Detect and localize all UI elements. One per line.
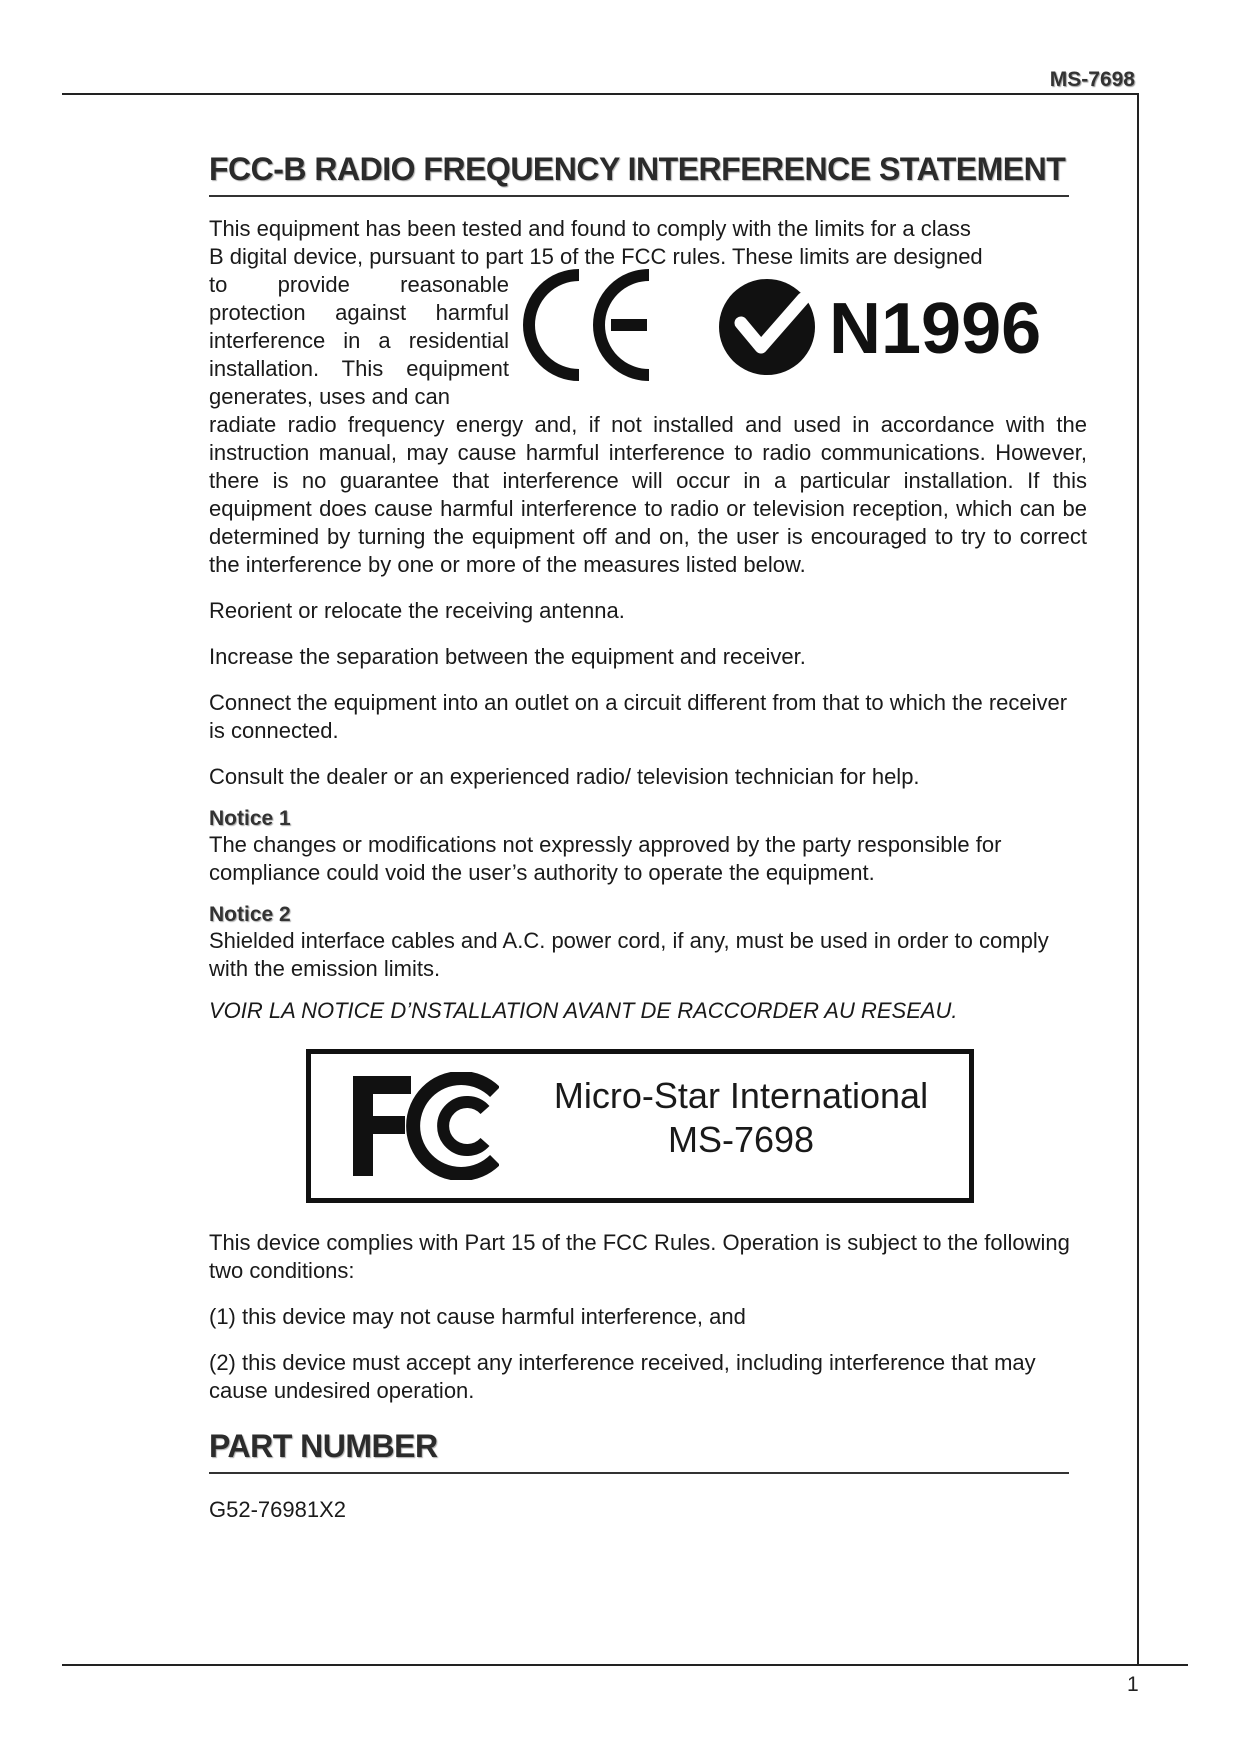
- measure-item: Increase the separation between the equipment and receiver.: [209, 644, 806, 670]
- certification-logos: [519, 263, 1089, 393]
- title-rule: [209, 195, 1069, 197]
- intro-line-1: This equipment has been tested and found to comply with the limits for a class: [209, 216, 971, 242]
- intro-wrap-text: to provide reasonable protection against harmful interference in a residential installation. This equipment generates, uses and can: [209, 272, 509, 410]
- fcc-label-box: [306, 1049, 974, 1203]
- fcc-label-text: [531, 1074, 951, 1162]
- intro-continued: radiate radio frequency energy and, if not installed and used in accordance with the instruction manual, may cause harmful interference to radio communications. However, there is no guarantee that interference will occur in a particular installation. If this equipment does cause harmful interference to radio or television reception, which can be determined by turning the equipment off and on, the user is encouraged to try to correct the interference by one or more of the measures listed below.: [209, 412, 1087, 578]
- fcc-logo-icon: [349, 1072, 499, 1180]
- logos-block: [209, 271, 1087, 411]
- part-number-value: G52-76981X2: [209, 1497, 346, 1523]
- intro-line-2: B digital device, pursuant to part 15 of the FCC rules. These limits are designed: [209, 244, 983, 270]
- right-rule: [1137, 93, 1139, 1665]
- ce-mark-icon: [529, 275, 649, 375]
- top-rule: [62, 93, 1138, 95]
- fcc-company: Micro-Star International: [553, 1075, 929, 1117]
- measure-item: Connect the equipment into an outlet on a circuit different from that to which the receiver is connected.: [209, 690, 1068, 744]
- notice-1-text: The changes or modifications not expressly approved by the party responsible for compliance could void the user’s authority to operate the equipment.: [209, 832, 1002, 886]
- section-title-part-number: PART NUMBER: [209, 1428, 438, 1465]
- title-rule: [209, 1472, 1069, 1474]
- french-notice: VOIR LA NOTICE D’NSTALLATION AVANT DE RACCORDER AU RESEAU.: [209, 998, 958, 1024]
- measure-item: Consult the dealer or an experienced radio/ television technician for help.: [209, 764, 920, 790]
- fcc-model: MS-7698: [667, 1119, 815, 1161]
- c-tick-icon: [719, 279, 815, 375]
- c-tick-code: N1996: [829, 289, 1042, 370]
- page-number: 1: [1127, 1673, 1139, 1696]
- page-content: [209, 152, 1087, 1524]
- section-title-fcc: FCC-B RADIO FREQUENCY INTERFERENCE STATEMENT: [209, 151, 1066, 187]
- notice-1-title: Notice 1: [209, 807, 291, 831]
- measure-item: Reorient or relocate the receiving antenna.: [209, 598, 625, 624]
- bottom-rule: [62, 1664, 1188, 1666]
- condition-item: (2) this device must accept any interference received, including interference that may cause undesired operation.: [209, 1350, 1036, 1404]
- notice-2-title: Notice 2: [209, 903, 291, 927]
- condition-item: (1) this device may not cause harmful interference, and: [209, 1304, 746, 1330]
- compliance-text: This device complies with Part 15 of the FCC Rules. Operation is subject to the following two conditions:: [209, 1230, 1070, 1284]
- notice-2-text: Shielded interface cables and A.C. power cord, if any, must be used in order to comply with the emission limits.: [209, 928, 1049, 982]
- header-model: MS-7698: [1049, 68, 1135, 91]
